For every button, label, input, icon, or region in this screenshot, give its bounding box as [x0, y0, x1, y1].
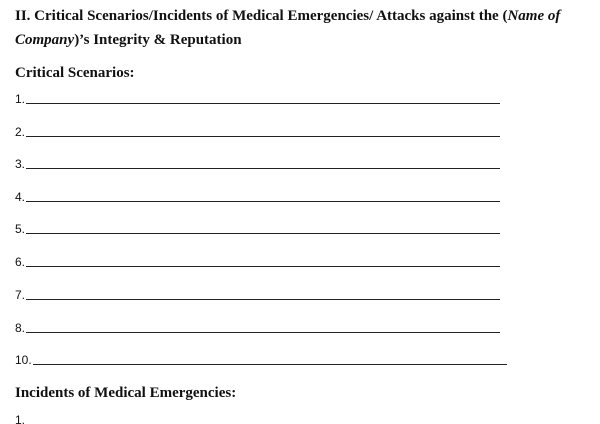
item-number: 7.	[15, 288, 26, 302]
section-heading	[15, 4, 600, 52]
blank-fill-line[interactable]	[26, 332, 500, 333]
list-item	[15, 153, 500, 171]
heading-placeholder-company: Company	[15, 32, 75, 48]
heading-placeholder-name: Name of	[507, 8, 561, 24]
list-item	[15, 409, 500, 424]
list-item	[15, 186, 500, 204]
blank-fill-line[interactable]	[26, 233, 500, 234]
list-item	[15, 284, 500, 302]
heading-text-end: )’s Integrity & Reputation	[74, 32, 242, 48]
blank-fill-line[interactable]	[26, 168, 500, 169]
heading-text: II. Critical Scenarios/Incidents of Medical Emergencies/ Attacks against the (	[15, 8, 508, 24]
item-number: 4.	[15, 190, 26, 204]
blank-fill-line[interactable]	[26, 201, 500, 202]
blank-fill-line[interactable]	[26, 103, 500, 104]
item-number: 1.	[15, 413, 26, 424]
list-item	[15, 317, 500, 335]
item-number: 8.	[15, 321, 26, 335]
list-item	[15, 218, 500, 236]
blank-fill-line[interactable]	[26, 136, 500, 137]
critical-scenarios-title: Critical Scenarios:	[15, 65, 135, 81]
item-number: 3.	[15, 157, 26, 171]
list-item	[15, 121, 500, 139]
blank-fill-line[interactable]	[33, 364, 507, 365]
list-item	[15, 349, 507, 367]
medical-emergencies-title: Incidents of Medical Emergencies:	[15, 385, 237, 401]
blank-fill-line[interactable]	[26, 266, 500, 267]
heading-line-2	[15, 28, 600, 52]
item-number: 10.	[15, 353, 32, 367]
item-number: 5.	[15, 222, 26, 236]
item-number: 6.	[15, 255, 26, 269]
list-item	[15, 88, 500, 106]
item-number: 2.	[15, 125, 26, 139]
heading-line-1	[15, 4, 600, 28]
list-item	[15, 251, 500, 269]
item-number: 1.	[15, 92, 26, 106]
blank-fill-line[interactable]	[26, 299, 500, 300]
